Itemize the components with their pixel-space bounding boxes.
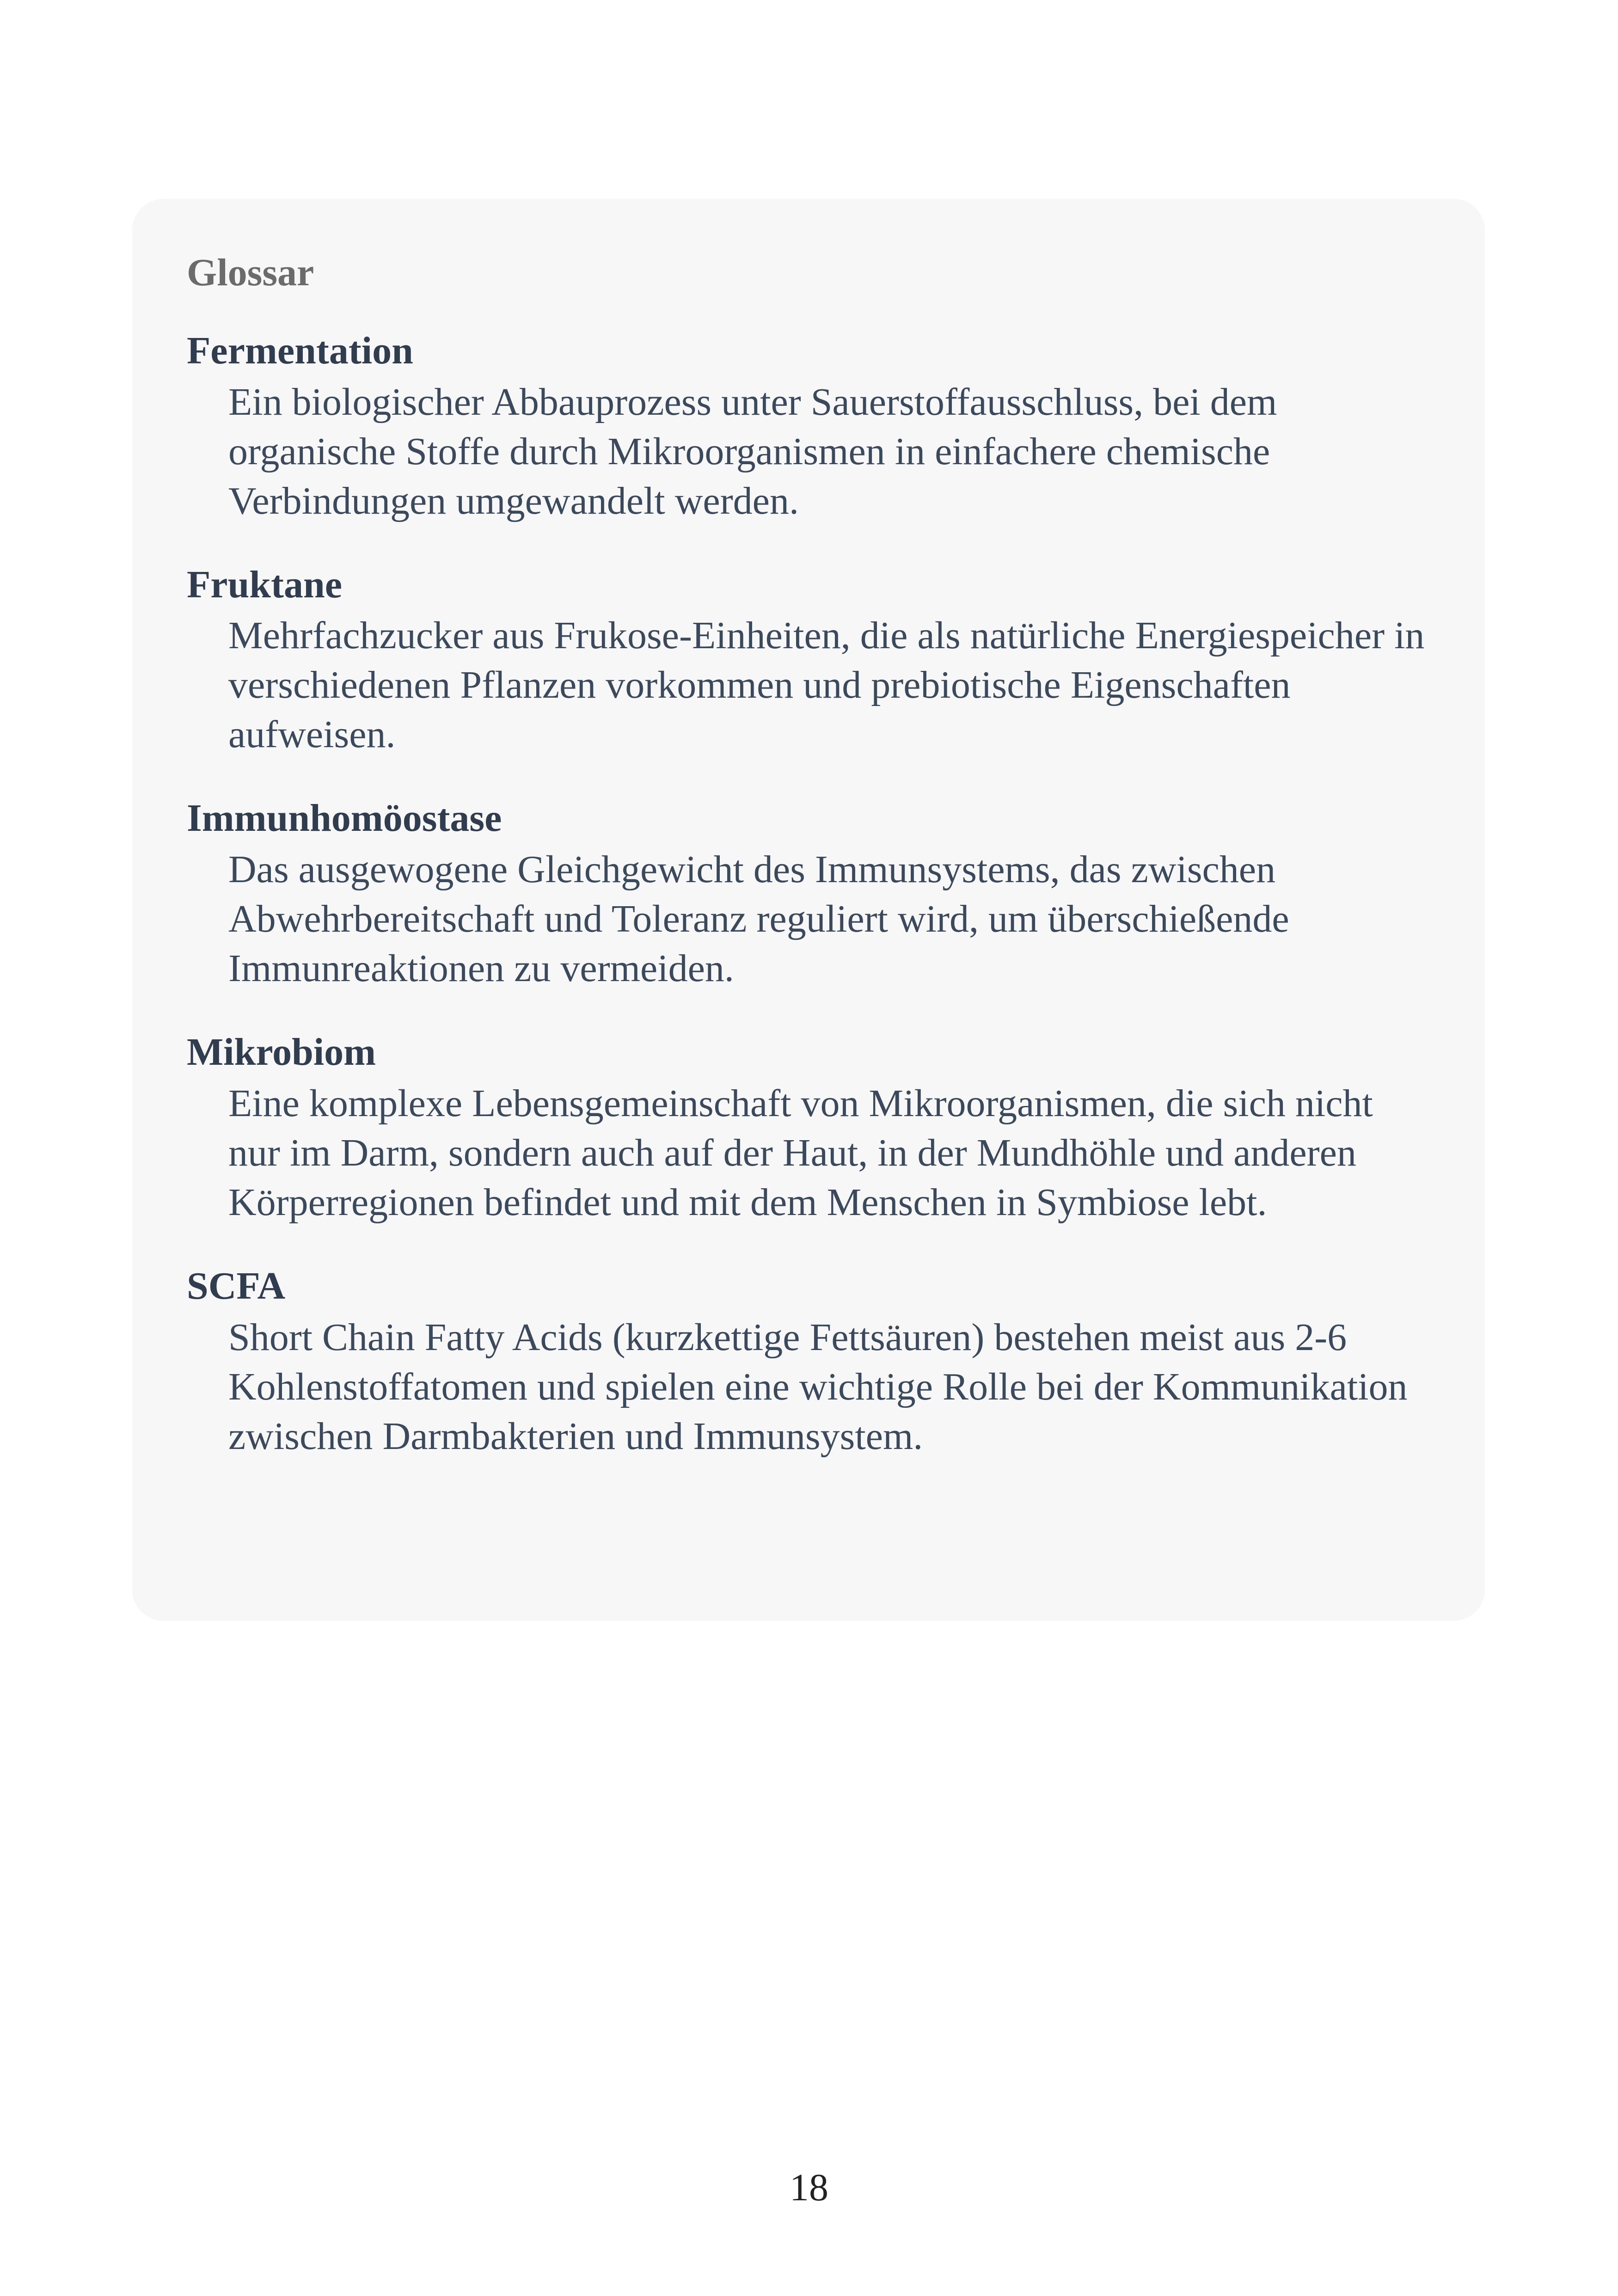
glossary-term: Immunhomöostase: [187, 797, 502, 840]
glossary-definition: Das ausgewogene Gleichgewicht des Immunsystems, das zwischen Abwehrbereitschaft und Toleranz reguliert wird, um überschießende Immunreaktionen zu vermeiden.: [228, 848, 1289, 990]
glossary-definition: Mehrfachzucker aus Frukose-Einheiten, die als natürliche Energiespeicher in verschiedenen Pflanzen vorkommen und prebiotische Eigenschaften aufweisen.: [228, 614, 1425, 756]
glossary-term: Fermentation: [187, 329, 413, 372]
glossary-box: [132, 199, 1485, 1621]
glossary-entry: [187, 1029, 1429, 1227]
glossary-entry: [187, 1263, 1429, 1461]
glossary-list: [187, 328, 1429, 1461]
glossary-entry: [187, 795, 1429, 993]
glossary-definition: Ein biologischer Abbauprozess unter Sauerstoffausschluss, bei dem organische Stoffe durch Mikroorganismen in einfachere chemische Verbindungen umgewandelt werden.: [228, 380, 1277, 522]
glossary-term: Fruktane: [187, 563, 342, 606]
glossary-term: SCFA: [187, 1264, 286, 1308]
glossary-term: Mikrobiom: [187, 1031, 376, 1074]
glossary-definition: Short Chain Fatty Acids (kurzkettige Fettsäuren) bestehen meist aus 2-6 Kohlenstoffatomen und spielen eine wichtige Rolle bei der Kommunikation zwischen Darmbakterien und Immunsystem.: [228, 1315, 1408, 1458]
glossary-entry: [187, 328, 1429, 526]
glossary-definition: Eine komplexe Lebensgemeinschaft von Mikroorganismen, die sich nicht nur im Darm, sondern auch auf der Haut, in der Mundhöhle und anderen Körperregionen befindet und mit dem Menschen in Symbiose lebt.: [228, 1081, 1373, 1224]
page-number: 18: [790, 2166, 828, 2209]
glossary-heading: Glossar: [187, 251, 314, 294]
glossary-entry: [187, 562, 1429, 760]
